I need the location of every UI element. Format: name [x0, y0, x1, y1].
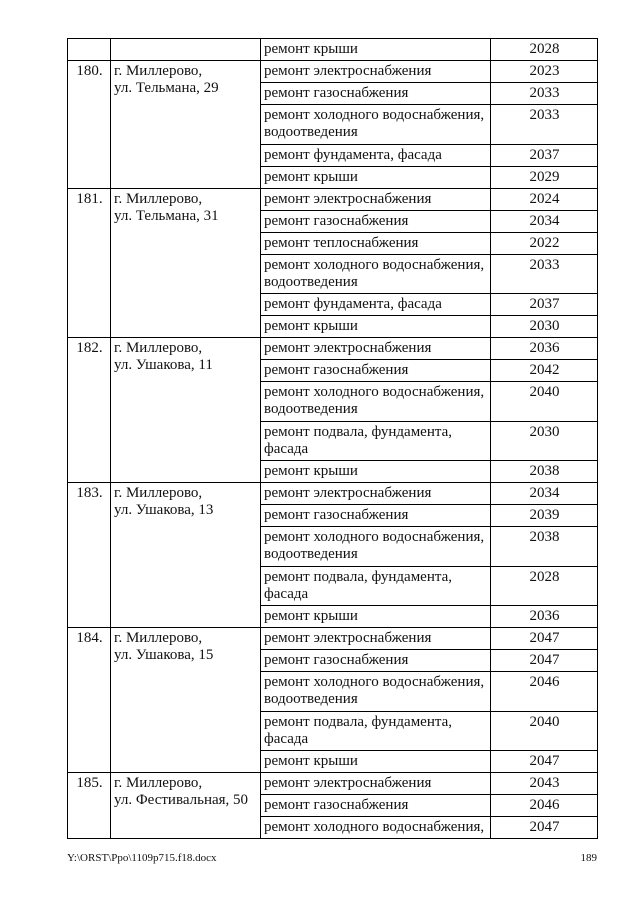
planned-year: 2038 — [529, 529, 560, 545]
work-type-cell — [261, 316, 491, 338]
work-type-cell — [261, 505, 491, 527]
planned-year: 2046 — [529, 797, 560, 813]
work-type-line: ремонт электроснабжения — [264, 190, 432, 207]
table-row — [68, 483, 598, 505]
work-type-line: водоотведения — [264, 691, 358, 707]
work-type-cell — [261, 294, 491, 316]
work-type-line: ремонт газоснабжения — [264, 652, 409, 668]
planned-year: 2047 — [529, 819, 560, 835]
work-type-cell — [261, 360, 491, 382]
work-type-cell — [261, 254, 491, 294]
table-row — [68, 338, 598, 360]
work-type-line: ремонт крыши — [264, 41, 358, 57]
work-type-line: фасада — [264, 440, 309, 457]
year-cell — [491, 566, 598, 606]
work-type-line: водоотведения — [264, 273, 358, 290]
table-row — [68, 628, 598, 650]
repair-schedule-table — [67, 38, 598, 839]
work-type-line: ремонт холодного водоснабжения, — [264, 107, 485, 123]
year-cell — [491, 628, 598, 650]
entry-number-cell — [68, 773, 111, 839]
entry-number: 183. — [76, 485, 103, 501]
address-line: г. Миллерово, — [114, 63, 203, 79]
work-type-cell — [261, 672, 491, 712]
year-cell — [491, 461, 598, 483]
planned-year: 2038 — [529, 463, 560, 479]
planned-year: 2039 — [529, 507, 560, 523]
work-type-line: ремонт электроснабжения — [264, 485, 432, 501]
year-cell — [491, 294, 598, 316]
planned-year: 2029 — [529, 168, 560, 185]
work-type-line: водоотведения — [264, 401, 358, 417]
year-cell — [491, 39, 598, 61]
planned-year: 2033 — [529, 107, 560, 123]
table-row — [68, 39, 598, 61]
work-type-line: ремонт крыши — [264, 168, 358, 185]
address-cell — [111, 338, 261, 483]
work-type-line: ремонт электроснабжения — [264, 63, 432, 79]
year-cell — [491, 254, 598, 294]
work-type-line: фасада — [264, 585, 309, 602]
year-cell — [491, 144, 598, 166]
planned-year: 2043 — [529, 775, 560, 791]
planned-year: 2040 — [529, 713, 560, 730]
work-type-cell — [261, 61, 491, 83]
address-line: ул. Ушакова, 11 — [114, 357, 213, 373]
work-type-line: ремонт подвала, фундамента, — [264, 423, 453, 440]
entry-number: 185. — [76, 775, 103, 791]
entry-number-cell — [68, 188, 111, 338]
work-type-cell — [261, 382, 491, 422]
work-type-cell — [261, 232, 491, 254]
work-type-line: ремонт холодного водоснабжения, — [264, 256, 485, 273]
planned-year: 2040 — [529, 384, 560, 400]
year-cell — [491, 795, 598, 817]
work-type-line: ремонт газоснабжения — [264, 507, 409, 523]
work-type-line: ремонт холодного водоснабжения, — [264, 819, 485, 835]
year-cell — [491, 166, 598, 188]
work-type-cell — [261, 83, 491, 105]
entry-number: 181. — [76, 190, 103, 207]
planned-year: 2046 — [529, 674, 560, 690]
address-line: ул. Тельмана, 29 — [114, 80, 219, 96]
footer-file-path: Y:\ORST\Ppo\1109p715.f18.docx — [67, 852, 217, 864]
address-cell — [111, 483, 261, 628]
planned-year: 2033 — [529, 85, 560, 101]
planned-year: 2030 — [529, 318, 560, 334]
work-type-line: ремонт подвала, фундамента, — [264, 713, 453, 730]
work-type-cell — [261, 795, 491, 817]
work-type-cell — [261, 773, 491, 795]
work-type-cell — [261, 39, 491, 61]
work-type-line: ремонт электроснабжения — [264, 775, 432, 791]
entry-number-cell — [68, 39, 111, 61]
address-line: г. Миллерово, — [114, 630, 203, 646]
year-cell — [491, 232, 598, 254]
planned-year: 2047 — [529, 652, 560, 668]
address-cell — [111, 39, 261, 61]
work-type-line: ремонт холодного водоснабжения, — [264, 529, 485, 545]
address-line: г. Миллерово, — [114, 340, 203, 356]
work-type-cell — [261, 650, 491, 672]
year-cell — [491, 338, 598, 360]
year-cell — [491, 316, 598, 338]
work-type-cell — [261, 188, 491, 210]
work-type-cell — [261, 817, 491, 839]
table-row — [68, 188, 598, 210]
address-cell — [111, 628, 261, 773]
planned-year: 2022 — [529, 234, 560, 251]
work-type-cell — [261, 751, 491, 773]
work-type-line: ремонт газоснабжения — [264, 212, 409, 229]
year-cell — [491, 817, 598, 839]
address-line: г. Миллерово, — [114, 485, 203, 501]
work-type-line: ремонт холодного водоснабжения, — [264, 384, 485, 400]
work-type-line: ремонт газоснабжения — [264, 85, 409, 101]
year-cell — [491, 650, 598, 672]
planned-year: 2037 — [529, 146, 560, 163]
year-cell — [491, 672, 598, 712]
work-type-line: ремонт фундамента, фасада — [264, 296, 442, 312]
planned-year: 2028 — [529, 41, 560, 57]
work-type-line: ремонт крыши — [264, 608, 358, 624]
planned-year: 2033 — [529, 256, 560, 273]
address-line: ул. Ушакова, 13 — [114, 502, 214, 518]
planned-year: 2037 — [529, 296, 560, 312]
year-cell — [491, 483, 598, 505]
work-type-cell — [261, 210, 491, 232]
work-type-cell — [261, 338, 491, 360]
work-type-cell — [261, 105, 491, 145]
address-line: ул. Ушакова, 15 — [114, 647, 214, 663]
year-cell — [491, 527, 598, 567]
work-type-line: ремонт теплоснабжения — [264, 234, 419, 251]
planned-year: 2030 — [529, 423, 560, 440]
planned-year: 2023 — [529, 63, 560, 79]
page-footer — [67, 851, 597, 865]
work-type-line: ремонт газоснабжения — [264, 797, 409, 813]
work-type-cell — [261, 144, 491, 166]
planned-year: 2036 — [529, 340, 560, 356]
work-type-line: ремонт холодного водоснабжения, — [264, 674, 485, 690]
planned-year: 2034 — [529, 212, 560, 229]
entry-number: 182. — [76, 340, 103, 356]
entry-number-cell — [68, 483, 111, 628]
entry-number: 184. — [76, 630, 103, 646]
planned-year: 2047 — [529, 753, 560, 769]
year-cell — [491, 505, 598, 527]
work-type-line: ремонт газоснабжения — [264, 362, 409, 378]
planned-year: 2042 — [529, 362, 560, 378]
table-row — [68, 61, 598, 83]
work-type-cell — [261, 421, 491, 461]
address-cell — [111, 773, 261, 839]
address-cell — [111, 188, 261, 338]
work-type-cell — [261, 461, 491, 483]
work-type-cell — [261, 166, 491, 188]
entry-number-cell — [68, 628, 111, 773]
entry-number-cell — [68, 61, 111, 189]
work-type-line: ремонт крыши — [264, 463, 358, 479]
planned-year: 2047 — [529, 630, 560, 646]
planned-year: 2034 — [529, 485, 560, 501]
entry-number: 180. — [76, 63, 103, 79]
year-cell — [491, 83, 598, 105]
work-type-line: ремонт крыши — [264, 318, 358, 334]
year-cell — [491, 188, 598, 210]
work-type-cell — [261, 628, 491, 650]
year-cell — [491, 105, 598, 145]
work-type-line: ремонт электроснабжения — [264, 630, 432, 646]
work-type-line: фасада — [264, 730, 309, 747]
year-cell — [491, 210, 598, 232]
year-cell — [491, 711, 598, 751]
year-cell — [491, 360, 598, 382]
address-cell — [111, 61, 261, 189]
work-type-line: ремонт подвала, фундамента, — [264, 568, 453, 585]
work-type-cell — [261, 483, 491, 505]
planned-year: 2024 — [529, 190, 560, 207]
work-type-line: ремонт крыши — [264, 753, 358, 769]
table-body — [68, 39, 598, 839]
entry-number-cell — [68, 338, 111, 483]
year-cell — [491, 61, 598, 83]
year-cell — [491, 773, 598, 795]
year-cell — [491, 421, 598, 461]
year-cell — [491, 606, 598, 628]
year-cell — [491, 382, 598, 422]
work-type-line: ремонт фундамента, фасада — [264, 146, 442, 163]
work-type-line: ремонт электроснабжения — [264, 340, 432, 356]
address-line: г. Миллерово, — [114, 775, 203, 791]
address-line: г. Миллерово, — [114, 190, 203, 207]
page-number: 189 — [580, 852, 597, 864]
planned-year: 2028 — [529, 568, 560, 585]
table-row — [68, 773, 598, 795]
work-type-cell — [261, 711, 491, 751]
work-type-line: водоотведения — [264, 124, 358, 140]
planned-year: 2036 — [529, 608, 560, 624]
work-type-cell — [261, 566, 491, 606]
work-type-line: водоотведения — [264, 546, 358, 562]
year-cell — [491, 751, 598, 773]
work-type-cell — [261, 606, 491, 628]
address-line: ул. Тельмана, 31 — [114, 207, 219, 224]
work-type-cell — [261, 527, 491, 567]
address-line: ул. Фестивальная, 50 — [114, 792, 249, 808]
